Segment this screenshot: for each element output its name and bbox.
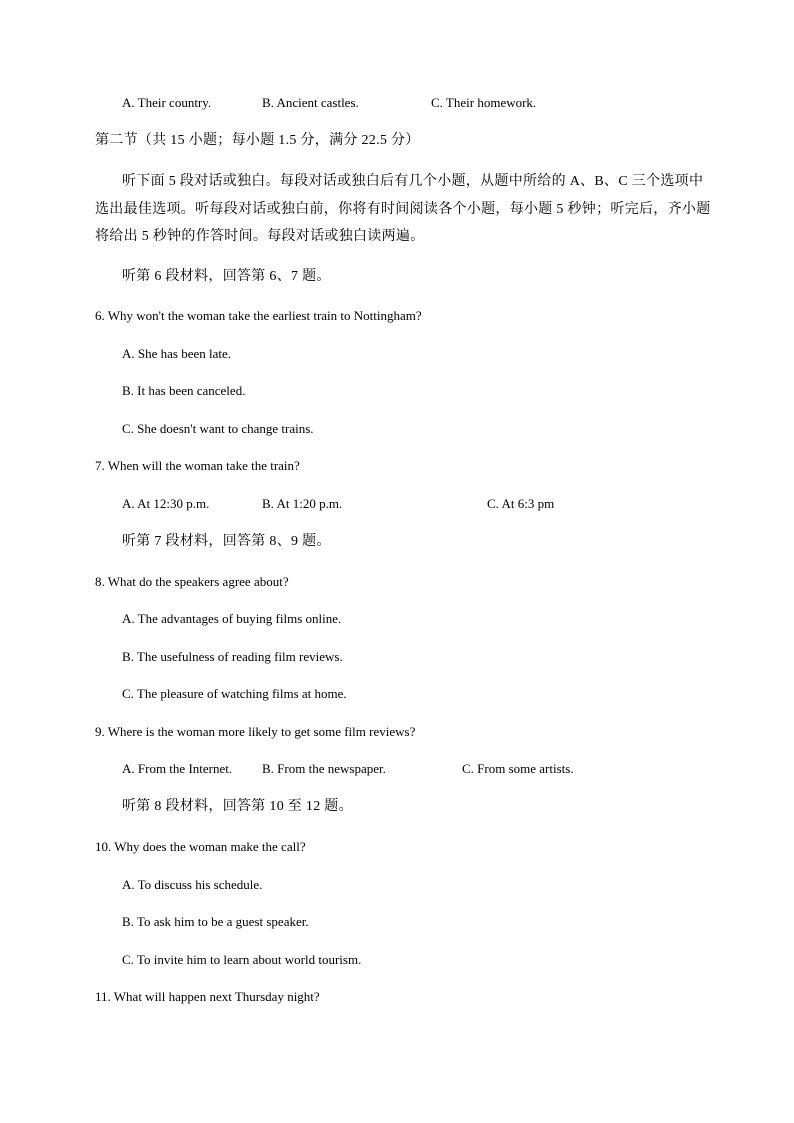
question-8-option-b: B. The usefulness of reading film reviews. (122, 649, 343, 664)
question-7-option-b: B. At 1:20 p.m. (262, 496, 343, 511)
prev-option-c: C. Their homework. (431, 95, 537, 110)
prev-option-a: A. Their country. (122, 95, 212, 110)
question-9-option-c: C. From some artists. (462, 761, 574, 776)
question-8-option-c: C. The pleasure of watching films at home. (122, 686, 347, 701)
question-6-option-b: B. It has been canceled. (122, 383, 246, 398)
instruction-line-1: 听下面 5 段对话或独白。每段对话或独白后有几个小题，从题中所给的 A、B、C 三个选项中 (122, 174, 704, 189)
question-9-stem: 9. Where is the woman more likely to get some film reviews? (95, 724, 416, 739)
question-7-option-a: A. At 12:30 p.m. (122, 496, 210, 511)
instruction-line-2: 选出最佳选项。听每段对话或独白前，你将有时间阅读各个小题，每小题 5 秒钟；听完后，齐小题 (95, 202, 711, 217)
question-10-option-a: A. To discuss his schedule. (122, 877, 263, 892)
prev-option-b: B. Ancient castles. (262, 95, 359, 110)
question-6-option-a: A. She has been late. (122, 346, 232, 361)
question-10-stem: 10. Why does the woman make the call? (95, 839, 306, 854)
section-title: 第二节（共 15 小题；每小题 1.5 分，满分 22.5 分） (95, 133, 420, 148)
question-7-option-c: C. At 6:3 pm (487, 496, 555, 511)
question-6-stem: 6. Why won't the woman take the earliest train to Nottingham? (95, 308, 422, 323)
question-9-option-a: A. From the Internet. (122, 761, 233, 776)
question-9-option-b: B. From the newspaper. (262, 761, 386, 776)
question-11-stem: 11. What will happen next Thursday night? (95, 989, 320, 1004)
question-6-option-c: C. She doesn't want to change trains. (122, 421, 314, 436)
question-7-stem: 7. When will the woman take the train? (95, 458, 300, 473)
question-10-option-b: B. To ask him to be a guest speaker. (122, 914, 309, 929)
instruction-line-3: 将给出 5 秒钟的作答时间。每段对话或独白读两遍。 (95, 229, 425, 244)
question-10-option-c: C. To invite him to learn about world tourism. (122, 952, 362, 967)
material-8-heading: 听第 8 段材料，回答第 10 至 12 题。 (122, 799, 353, 814)
material-7-heading: 听第 7 段材料，回答第 8、9 题。 (122, 534, 331, 549)
question-8-stem: 8. What do the speakers agree about? (95, 574, 289, 589)
material-6-heading: 听第 6 段材料，回答第 6、7 题。 (122, 269, 331, 284)
question-8-option-a: A. The advantages of buying films online. (122, 611, 342, 626)
